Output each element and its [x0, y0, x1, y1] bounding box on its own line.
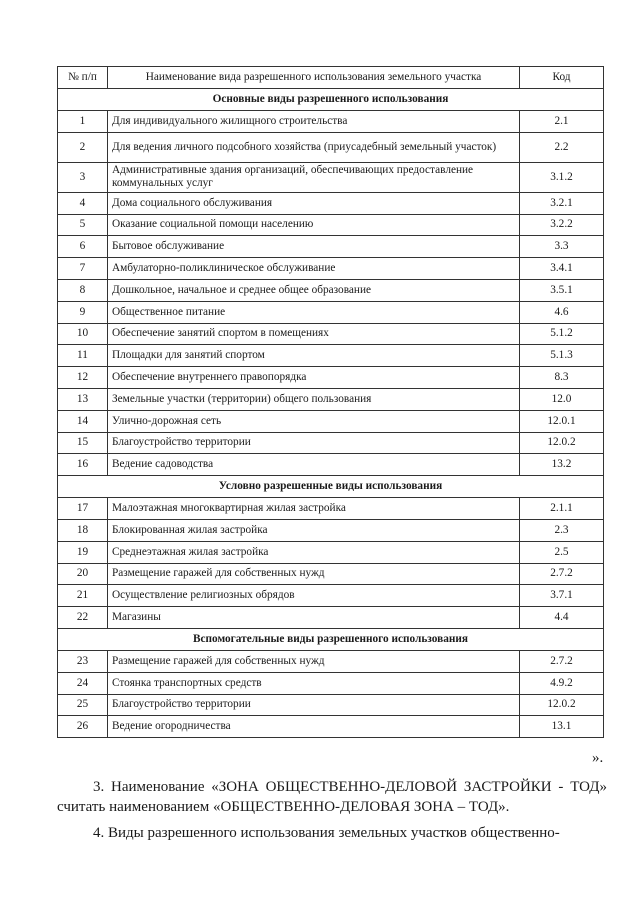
row-number: 25	[58, 694, 108, 716]
table-row	[58, 694, 604, 716]
row-code: 2.1.1	[520, 498, 604, 520]
row-number: 20	[58, 563, 108, 585]
section-title: Основные виды разрешенного использования	[58, 89, 604, 111]
table-row	[58, 345, 604, 367]
paragraph-4-text: 4. Виды разрешенного использования земельных участков общественно-	[93, 825, 560, 841]
row-name: Обеспечение внутреннего правопорядка	[108, 367, 520, 389]
row-code: 2.1	[520, 111, 604, 133]
table-row	[58, 672, 604, 694]
row-code: 2.5	[520, 541, 604, 563]
row-number: 17	[58, 498, 108, 520]
paragraph-3-text: 3. Наименование «ЗОНА ОБЩЕСТВЕННО-ДЕЛОВОЙ ЗАСТРОЙКИ - ТОД» считать наименованием «ОБЩЕСТВЕННО-ДЕЛОВАЯ ЗОНА – ТОД».	[57, 779, 607, 815]
row-code: 2.7.2	[520, 563, 604, 585]
table-row	[58, 279, 604, 301]
row-name: Благоустройство территории	[108, 432, 520, 454]
table-row	[58, 541, 604, 563]
row-code: 3.5.1	[520, 279, 604, 301]
table-body	[58, 89, 604, 738]
row-name: Обеспечение занятий спортом в помещениях	[108, 323, 520, 345]
header-name: Наименование вида разрешенного использования земельного участка	[108, 67, 520, 89]
row-code: 12.0.2	[520, 432, 604, 454]
row-name: Улично-дорожная сеть	[108, 410, 520, 432]
table-row	[58, 111, 604, 133]
row-name: Среднеэтажная жилая застройка	[108, 541, 520, 563]
row-number: 1	[58, 111, 108, 133]
table-row	[58, 301, 604, 323]
table-row	[58, 132, 604, 162]
row-name: Оказание социальной помощи населению	[108, 214, 520, 236]
row-number: 16	[58, 454, 108, 476]
table-row	[58, 388, 604, 410]
header-code: Код	[520, 67, 604, 89]
row-number: 22	[58, 607, 108, 629]
table-row	[58, 432, 604, 454]
row-number: 24	[58, 672, 108, 694]
table-row	[58, 162, 604, 192]
row-name: Осуществление религиозных обрядов	[108, 585, 520, 607]
table-row	[58, 563, 604, 585]
section-title: Вспомогательные виды разрешенного использования	[58, 628, 604, 650]
section-header-row	[58, 628, 604, 650]
row-number: 15	[58, 432, 108, 454]
row-number: 14	[58, 410, 108, 432]
row-code: 2.2	[520, 132, 604, 162]
section-header-row	[58, 476, 604, 498]
row-number: 6	[58, 236, 108, 258]
row-number: 21	[58, 585, 108, 607]
row-name: Магазины	[108, 607, 520, 629]
row-code: 12.0.2	[520, 694, 604, 716]
row-code: 13.1	[520, 716, 604, 738]
section-title: Условно разрешенные виды использования	[58, 476, 604, 498]
table-row	[58, 519, 604, 541]
row-name: Бытовое обслуживание	[108, 236, 520, 258]
closing-quote: ».	[592, 750, 604, 766]
row-number: 5	[58, 214, 108, 236]
row-code: 12.0	[520, 388, 604, 410]
row-code: 2.3	[520, 519, 604, 541]
row-number: 13	[58, 388, 108, 410]
row-name: Размещение гаражей для собственных нужд	[108, 563, 520, 585]
row-code: 3.2.2	[520, 214, 604, 236]
row-code: 3.3	[520, 236, 604, 258]
row-code: 2.7.2	[520, 650, 604, 672]
row-name: Административные здания организаций, обеспечивающих предоставление коммунальных услуг	[108, 162, 520, 192]
row-code: 3.7.1	[520, 585, 604, 607]
row-code: 5.1.3	[520, 345, 604, 367]
table-header-row	[58, 67, 604, 89]
row-number: 26	[58, 716, 108, 738]
table-row	[58, 236, 604, 258]
row-number: 3	[58, 162, 108, 192]
row-name: Для ведения личного подсобного хозяйства (приусадебный земельный участок)	[108, 132, 520, 162]
table-row	[58, 192, 604, 214]
row-code: 4.6	[520, 301, 604, 323]
row-number: 11	[58, 345, 108, 367]
table-row	[58, 454, 604, 476]
row-code: 13.2	[520, 454, 604, 476]
table-row	[58, 410, 604, 432]
row-code: 4.9.2	[520, 672, 604, 694]
row-code: 3.4.1	[520, 258, 604, 280]
row-code: 4.4	[520, 607, 604, 629]
row-name: Площадки для занятий спортом	[108, 345, 520, 367]
table-row	[58, 323, 604, 345]
paragraph-4	[57, 823, 607, 843]
table-row	[58, 498, 604, 520]
row-name: Ведение огородничества	[108, 716, 520, 738]
row-number: 23	[58, 650, 108, 672]
row-number: 12	[58, 367, 108, 389]
row-number: 18	[58, 519, 108, 541]
row-number: 19	[58, 541, 108, 563]
row-name: Земельные участки (территории) общего пользования	[108, 388, 520, 410]
row-code: 5.1.2	[520, 323, 604, 345]
row-code: 3.1.2	[520, 162, 604, 192]
row-name: Общественное питание	[108, 301, 520, 323]
row-name: Дома социального обслуживания	[108, 192, 520, 214]
table-row	[58, 716, 604, 738]
row-name: Дошкольное, начальное и среднее общее образование	[108, 279, 520, 301]
paragraph-3	[57, 777, 607, 817]
row-name: Амбулаторно-поликлиническое обслуживание	[108, 258, 520, 280]
table-row	[58, 650, 604, 672]
row-number: 4	[58, 192, 108, 214]
table-row	[58, 585, 604, 607]
row-code: 8.3	[520, 367, 604, 389]
row-name: Стоянка транспортных средств	[108, 672, 520, 694]
row-number: 10	[58, 323, 108, 345]
table-row	[58, 214, 604, 236]
land-use-table	[57, 66, 604, 738]
row-name: Размещение гаражей для собственных нужд	[108, 650, 520, 672]
row-name: Блокированная жилая застройка	[108, 519, 520, 541]
row-number: 7	[58, 258, 108, 280]
row-number: 8	[58, 279, 108, 301]
table-row	[58, 607, 604, 629]
row-number: 2	[58, 132, 108, 162]
row-name: Малоэтажная многоквартирная жилая застройка	[108, 498, 520, 520]
header-number: № п/п	[58, 67, 108, 89]
row-code: 12.0.1	[520, 410, 604, 432]
row-name: Ведение садоводства	[108, 454, 520, 476]
row-name: Для индивидуального жилищного строительства	[108, 111, 520, 133]
row-name: Благоустройство территории	[108, 694, 520, 716]
section-header-row	[58, 89, 604, 111]
row-number: 9	[58, 301, 108, 323]
table-row	[58, 258, 604, 280]
table-row	[58, 367, 604, 389]
row-code: 3.2.1	[520, 192, 604, 214]
